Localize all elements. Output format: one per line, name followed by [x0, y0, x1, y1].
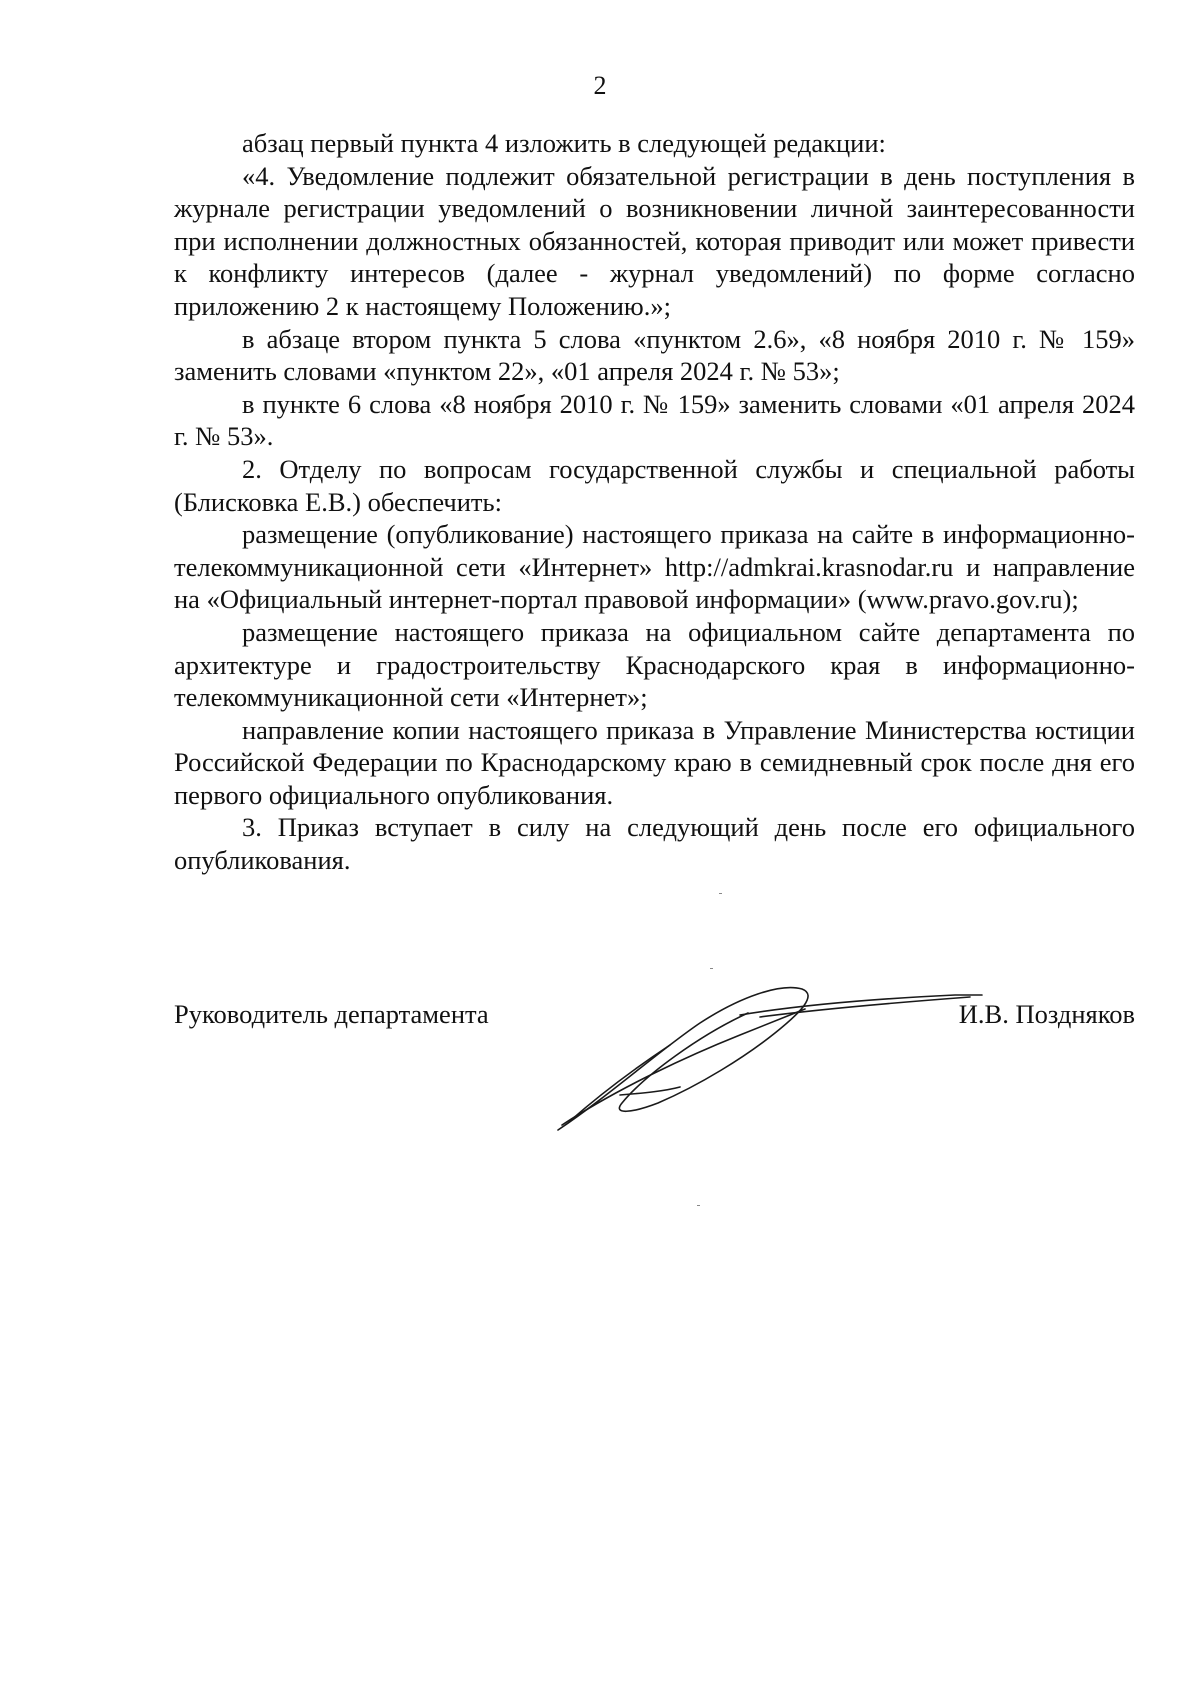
paragraph-4: в пункте 6 слова «8 ноября 2010 г. № 159» заменить словами «01 апреля 2024 г. № 53». [174, 388, 1135, 452]
scan-speck [710, 968, 713, 969]
paragraph-9: 3. Приказ вступает в силу на следующий день после его официального опубликования. [174, 812, 1135, 876]
signatory-position: Руководитель департамента [174, 999, 489, 1029]
paragraph-7: размещение настоящего приказа на официальном сайте департамента по архитектуре и градостроительству Краснодарского края в информационно-телекоммуникационной сети «Интернет»; [174, 616, 1135, 713]
document-body [174, 127, 1135, 877]
page-number: 2 [593, 71, 607, 100]
scan-speck [719, 893, 722, 894]
paragraph-6: размещение (опубликование) настоящего приказа на сайте в информационно-телекоммуникационной сети «Интернет» http://admkrai.krasnodar.ru и направление на «Официальный интернет-портал правовой информации» (www.pravo.gov.ru); [174, 519, 1135, 615]
paragraph-8: направление копии настоящего приказа в Управление Министерства юстиции Российской Федерации по Краснодарскому краю в семидневный срок после дня его первого официального опубликования. [174, 714, 1135, 810]
paragraph-3: в абзаце втором пункта 5 слова «пунктом 2.6», «8 ноября 2010 г. № 159» заменить словами «пунктом 22», «01 апреля 2024 г. № 53»; [174, 323, 1135, 387]
paragraph-2: «4. Уведомление подлежит обязательной регистрации в день поступления в журнале регистрации уведомлений о возникновении личной заинтересованности при исполнении должностных обязанностей, которая приводит или может привести к конфликту интересов (далее - журнал уведомлений) по форме согласно приложению 2 к настоящему Положению.»; [174, 160, 1135, 321]
paragraph-5: 2. Отделу по вопросам государственной службы и специальной работы (Блисковка Е.В.) обеспечить: [174, 453, 1135, 517]
scan-speck [697, 1205, 700, 1206]
signatory-name: И.В. Поздняков [958, 999, 1135, 1029]
paragraph-1: абзац первый пункта 4 изложить в следующей редакции: [242, 128, 886, 158]
handwritten-signature [550, 975, 990, 1145]
